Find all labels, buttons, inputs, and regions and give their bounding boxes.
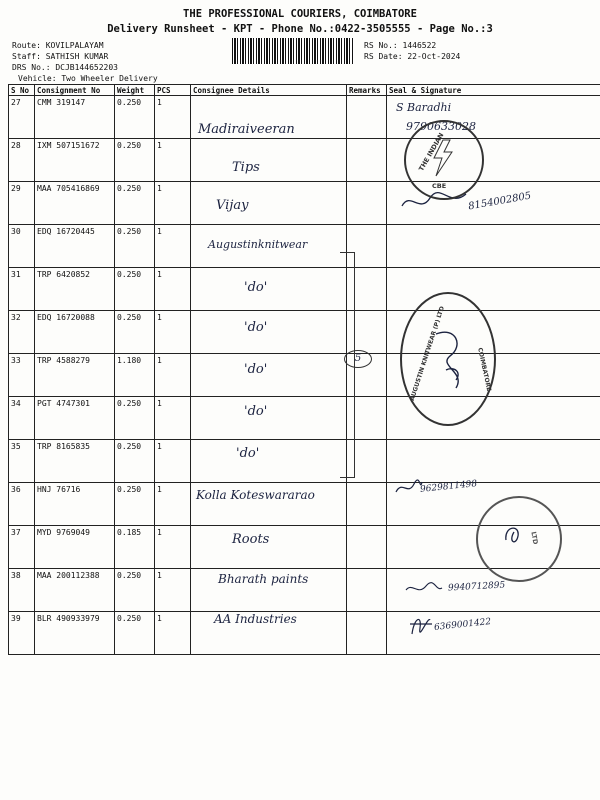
col-sno-header: S No [9, 85, 35, 96]
cell-sno: 28 [9, 139, 35, 182]
signature-scribble [500, 520, 530, 550]
cell-seal-signature [387, 440, 600, 483]
consignee-handwriting: AA Industries [214, 612, 297, 626]
cell-weight: 0.250 [115, 440, 155, 483]
col-consignee-header: Consignee Details [191, 85, 347, 96]
table-row [9, 397, 600, 440]
cell-weight: 0.250 [115, 182, 155, 225]
cell-pcs: 1 [155, 397, 191, 440]
circled-count-mark: 5 [344, 350, 372, 368]
col-seal-header: Seal & Signature [387, 85, 600, 96]
company-title: THE PROFESSIONAL COURIERS, COIMBATORE [183, 8, 417, 20]
cell-consignee [191, 440, 347, 483]
stamp-emblem [428, 138, 458, 178]
runsheet-subtitle: Delivery Runsheet - KPT - Phone No.:0422-3505555 - Page No.:3 [107, 23, 493, 35]
cell-consignment-no: EDQ 16720088 [35, 311, 115, 354]
cell-consignment-no: BLR 490933979 [35, 612, 115, 655]
cell-consignee [191, 182, 347, 225]
cell-remarks [347, 569, 387, 612]
barcode-image [232, 38, 354, 64]
cell-pcs: 1 [155, 268, 191, 311]
receiver-phone: 9629811498 [419, 479, 478, 495]
cell-pcs: 1 [155, 526, 191, 569]
consignee-handwriting: 'do' [244, 280, 268, 295]
table-header-row [9, 85, 600, 96]
cell-sno: 31 [9, 268, 35, 311]
cell-sno: 32 [9, 311, 35, 354]
stamp-text: THE INDIAN [417, 131, 446, 173]
cell-weight: 0.250 [115, 397, 155, 440]
cell-weight: 1.180 [115, 354, 155, 397]
consignee-handwriting: 'do' [244, 320, 268, 335]
cell-pcs: 1 [155, 483, 191, 526]
cell-sno: 39 [9, 612, 35, 655]
table-row [9, 612, 600, 655]
cell-pcs: 1 [155, 225, 191, 268]
rs-date: RS Date: 22-Oct-2024 [364, 52, 461, 61]
cell-sno: 34 [9, 397, 35, 440]
consignee-handwriting: 'do' [244, 404, 268, 419]
cell-sno: 27 [9, 96, 35, 139]
cell-remarks [347, 483, 387, 526]
consignee-handwriting: Kolla Koteswararao [196, 488, 315, 502]
signature-scribble [394, 478, 424, 498]
cell-consignment-no: PGT 4747301 [35, 397, 115, 440]
cell-seal-signature [387, 268, 600, 311]
cell-pcs: 1 [155, 139, 191, 182]
cell-pcs: 1 [155, 440, 191, 483]
cell-sno: 35 [9, 440, 35, 483]
cell-pcs: 1 [155, 569, 191, 612]
stamp-text: COIMBATORE [476, 347, 493, 392]
cell-weight: 0.250 [115, 569, 155, 612]
consignee-handwriting: Vijay [216, 198, 249, 213]
consignee-handwriting: 'do' [244, 362, 268, 377]
cell-consignee [191, 354, 347, 397]
consignee-handwriting: Roots [232, 532, 270, 547]
stamp-text: AUGUSTIN KNITWEAR (P) LTD [408, 305, 447, 402]
cell-consignee [191, 397, 347, 440]
cell-sno: 33 [9, 354, 35, 397]
cell-remarks [347, 182, 387, 225]
cell-remarks [347, 96, 387, 139]
signature-scribble [404, 580, 444, 598]
cell-consignment-no: CMM 319147 [35, 96, 115, 139]
cell-weight: 0.250 [115, 268, 155, 311]
vehicle-label: Vehicle: Two Wheeler Delivery [18, 74, 158, 83]
cell-consignment-no: HNJ 76716 [35, 483, 115, 526]
col-remarks-header: Remarks [347, 85, 387, 96]
table-row [9, 96, 600, 139]
cell-pcs: 1 [155, 354, 191, 397]
signature-scribble [408, 610, 434, 638]
cell-pcs: 1 [155, 612, 191, 655]
receiver-signature: S Baradhi [396, 101, 452, 114]
cell-consignment-no: IXM 507151672 [35, 139, 115, 182]
col-weight-header: Weight [115, 85, 155, 96]
cell-consignee [191, 139, 347, 182]
receiver-phone: 9940712895 [447, 580, 506, 594]
cell-sno: 37 [9, 526, 35, 569]
col-pcs-header: PCS [155, 85, 191, 96]
stamp-text: CBE [432, 182, 447, 190]
rs-number: RS No.: 1446522 [364, 41, 437, 50]
cell-pcs: 1 [155, 311, 191, 354]
cell-remarks [347, 526, 387, 569]
drs-number: DRS No.: DCJB144652203 [12, 63, 118, 72]
cell-pcs: 1 [155, 182, 191, 225]
table-row [9, 440, 600, 483]
consignee-handwriting: Bharath paints [218, 572, 309, 586]
cell-pcs: 1 [155, 96, 191, 139]
table-row [9, 354, 600, 397]
cell-sno: 29 [9, 182, 35, 225]
cell-consignment-no: TRP 6420852 [35, 268, 115, 311]
route-label: Route: KOVILPALAYAM [12, 41, 104, 50]
staff-label: Staff: SATHISH KUMAR [12, 52, 109, 61]
cell-remarks [347, 139, 387, 182]
receiver-phone: 6369001422 [433, 617, 492, 633]
consignee-handwriting: Madiraiveeran [198, 122, 295, 137]
cell-weight: 0.250 [115, 96, 155, 139]
cell-weight: 0.250 [115, 612, 155, 655]
cell-weight: 0.250 [115, 139, 155, 182]
stamp-text: LTD [529, 530, 540, 546]
cell-weight: 0.250 [115, 483, 155, 526]
cell-weight: 0.250 [115, 225, 155, 268]
consignee-handwriting: 'do' [236, 446, 260, 461]
cell-weight: 0.250 [115, 311, 155, 354]
cell-sno: 36 [9, 483, 35, 526]
consignee-handwriting: Tips [232, 160, 260, 175]
cell-consignment-no: TRP 4588279 [35, 354, 115, 397]
consignee-handwriting: Augustinknitwear [208, 238, 308, 251]
cell-consignment-no: MAA 200112388 [35, 569, 115, 612]
cell-consignment-no: EDQ 16720445 [35, 225, 115, 268]
cell-remarks [347, 612, 387, 655]
cell-consignment-no: TRP 8165835 [35, 440, 115, 483]
cell-weight: 0.185 [115, 526, 155, 569]
col-consignment-header: Consignment No [35, 85, 115, 96]
cell-consignee [191, 311, 347, 354]
cell-sno: 38 [9, 569, 35, 612]
cell-consignment-no: MAA 705416869 [35, 182, 115, 225]
receiver-phone: 8154002805 [467, 190, 533, 213]
table-row [9, 311, 600, 354]
cell-consignee [191, 268, 347, 311]
cell-seal-signature [387, 225, 600, 268]
table-row [9, 268, 600, 311]
receiver-phone: 9790633028 [406, 120, 476, 133]
table-row [9, 139, 600, 182]
cell-consignment-no: MYD 9769049 [35, 526, 115, 569]
cell-sno: 30 [9, 225, 35, 268]
